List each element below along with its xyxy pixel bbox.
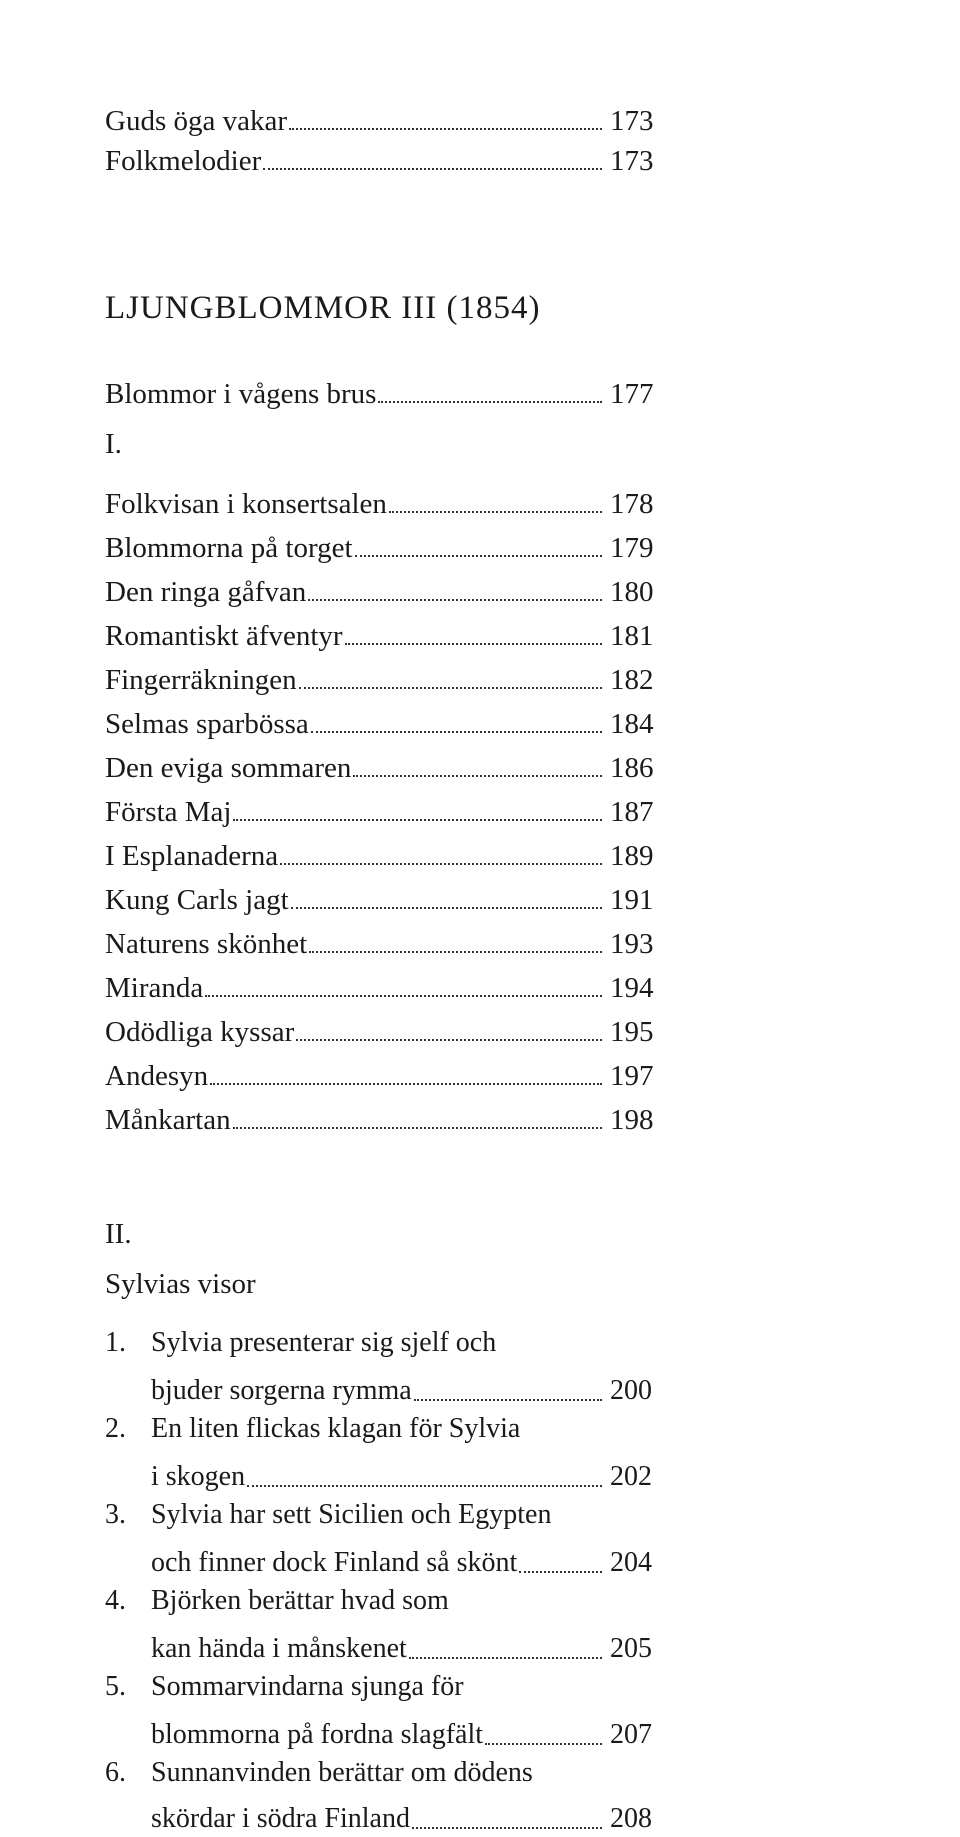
entry-number: 2. xyxy=(105,1413,126,1444)
entry-number: 4. xyxy=(105,1585,126,1616)
part-two-title: Sylvias visor xyxy=(105,1268,256,1300)
entry-title-line2: i skogen xyxy=(151,1461,246,1492)
toc-entry xyxy=(105,1047,680,1091)
toc-entry xyxy=(105,739,680,783)
dot-leader xyxy=(210,1083,602,1085)
entry-title-line2: bjuder sorgerna rymma xyxy=(151,1375,412,1406)
entry-page: 205 xyxy=(610,1633,652,1664)
entry-title-line1: Sylvia har sett Sicilien och Egypten xyxy=(151,1499,552,1530)
toc-entry xyxy=(105,475,680,519)
dot-leader xyxy=(345,643,602,645)
entry-title: Blommor i vågens brus xyxy=(105,378,377,410)
entry-page: 198 xyxy=(610,1104,654,1136)
entry-title: Folkmelodier xyxy=(105,145,262,177)
entry-title: Blommorna på torget xyxy=(105,532,353,564)
dot-leader xyxy=(389,511,602,513)
dot-leader xyxy=(291,907,602,909)
entry-page: 182 xyxy=(610,664,654,696)
entry-line2-row xyxy=(151,1801,680,1835)
dot-leader xyxy=(296,1039,602,1041)
dot-leader xyxy=(308,599,602,601)
entry-page: 186 xyxy=(610,752,654,784)
entry-title: Andesyn xyxy=(105,1060,209,1092)
entry-number: 6. xyxy=(105,1757,126,1788)
dot-leader xyxy=(280,863,602,865)
entry-number: 1. xyxy=(105,1327,126,1358)
entry-page: 202 xyxy=(610,1461,652,1492)
entry-page: 179 xyxy=(610,532,654,564)
toc-entry xyxy=(105,92,680,136)
dot-leader xyxy=(485,1743,602,1745)
entry-page: 177 xyxy=(610,378,654,410)
dot-leader xyxy=(414,1399,602,1401)
entry-title: Den ringa gåfvan xyxy=(105,576,307,608)
entry-title: Första Maj xyxy=(105,796,232,828)
dot-leader xyxy=(233,1127,602,1129)
entry-title: Fingerräkningen xyxy=(105,664,297,696)
entry-number: 5. xyxy=(105,1671,126,1702)
entry-page: 200 xyxy=(610,1375,652,1406)
toc-entry xyxy=(105,1003,680,1047)
entry-line2-row xyxy=(151,1457,680,1493)
entry-line2-row xyxy=(151,1715,680,1751)
entry-page: 204 xyxy=(610,1547,652,1578)
entry-page: 197 xyxy=(610,1060,654,1092)
entry-title: Odödliga kyssar xyxy=(105,1016,295,1048)
dot-leader xyxy=(353,775,602,777)
entry-page: 207 xyxy=(610,1719,652,1750)
entry-title: Folkvisan i konsertsalen xyxy=(105,488,387,520)
dot-leader xyxy=(289,128,602,130)
entry-line2-row xyxy=(151,1371,680,1407)
entry-title: I Esplanaderna xyxy=(105,840,279,872)
dot-leader xyxy=(309,951,602,953)
toc-entry xyxy=(105,915,680,959)
toc-entry xyxy=(105,827,680,871)
entry-title: Miranda xyxy=(105,972,204,1004)
dot-leader xyxy=(299,687,602,689)
dot-leader xyxy=(247,1485,602,1487)
toc-entry xyxy=(105,607,680,651)
entry-page: 193 xyxy=(610,928,654,960)
entry-title-line2: blommorna på fordna slagfält xyxy=(151,1719,484,1750)
entry-title: Kung Carls jagt xyxy=(105,884,289,916)
entry-title-line2: och finner dock Finland så skönt xyxy=(151,1547,518,1578)
entry-title-line2: kan hända i månskenet xyxy=(151,1633,407,1664)
dot-leader xyxy=(233,819,602,821)
dot-leader xyxy=(355,555,602,557)
dot-leader xyxy=(412,1827,602,1829)
entry-title-line1: Sunnanvinden berättar om dödens xyxy=(151,1757,533,1788)
entry-title: Naturens skönhet xyxy=(105,928,308,960)
entry-title: Månkartan xyxy=(105,1104,231,1136)
toc-entry xyxy=(105,365,680,409)
entry-title: Guds öga vakar xyxy=(105,105,288,137)
toc-entry xyxy=(105,959,680,1003)
toc-entry xyxy=(105,695,680,739)
toc-entry xyxy=(105,651,680,695)
entry-page: 184 xyxy=(610,708,654,740)
entry-page: 191 xyxy=(610,884,654,916)
entry-title-line1: En liten flickas klagan för Sylvia xyxy=(151,1413,521,1444)
entry-page: 173 xyxy=(610,105,654,137)
entry-page: 194 xyxy=(610,972,654,1004)
entry-line2-row xyxy=(151,1543,680,1579)
dot-leader xyxy=(263,168,602,170)
entry-title: Den eviga sommaren xyxy=(105,752,352,784)
entry-page: 181 xyxy=(610,620,654,652)
entry-title: Romantiskt äfventyr xyxy=(105,620,343,652)
toc-entry xyxy=(105,1091,680,1135)
entry-page: 187 xyxy=(610,796,654,828)
entry-title: Selmas sparbössa xyxy=(105,708,309,740)
dot-leader xyxy=(205,995,602,997)
entry-title-line1: Björken berättar hvad som xyxy=(151,1585,449,1616)
dot-leader xyxy=(311,731,602,733)
entry-page: 173 xyxy=(610,145,654,177)
dot-leader xyxy=(519,1571,602,1573)
entry-page: 178 xyxy=(610,488,654,520)
section-heading: LJUNGBLOMMOR III (1854) xyxy=(105,290,541,326)
toc-entry xyxy=(105,519,680,563)
entry-line2-row xyxy=(151,1629,680,1665)
entry-page: 180 xyxy=(610,576,654,608)
entry-title-line1: Sylvia presenterar sig sjelf och xyxy=(151,1327,497,1358)
part-one-label: I. xyxy=(105,428,122,460)
toc-entry xyxy=(105,563,680,607)
entry-number: 3. xyxy=(105,1499,126,1530)
dot-leader xyxy=(409,1657,602,1659)
entry-page: 195 xyxy=(610,1016,654,1048)
part-two-label: II. xyxy=(105,1218,132,1250)
toc-entry xyxy=(105,132,680,176)
entry-page: 189 xyxy=(610,840,654,872)
dot-leader xyxy=(378,401,602,403)
entry-title-line1: Sommarvindarna sjunga för xyxy=(151,1671,464,1702)
entry-title-line2: skördar i södra Finland xyxy=(151,1803,410,1834)
entry-page: 208 xyxy=(610,1803,652,1834)
toc-entry xyxy=(105,871,680,915)
toc-entry xyxy=(105,783,680,827)
